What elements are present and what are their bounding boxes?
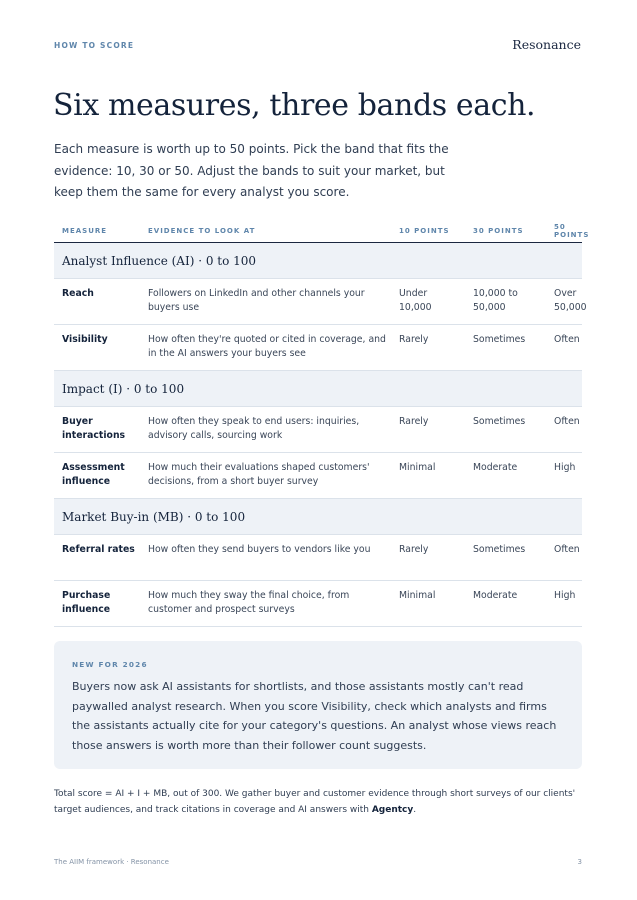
- table-header-row: [54, 219, 582, 243]
- footer-title: The AIIM framework · Resonance: [54, 858, 169, 866]
- footnote-end: .: [413, 805, 417, 815]
- band-50-cell: Often: [546, 407, 582, 453]
- measure-name: Purchase influence: [54, 581, 140, 627]
- band-10-cell: Minimal: [391, 453, 465, 499]
- band-50-cell: Often: [546, 325, 582, 371]
- band-10-cell: Minimal: [391, 581, 465, 627]
- group-row-market-buy-in: [54, 499, 582, 535]
- band-50-cell: Often: [546, 535, 582, 581]
- intro-paragraph: Each measure is worth up to 50 points. Pick the band that fits the evidence: 10, 30 or 50. Adjust the bands to suit your market, but keep them the same for every analyst you score.: [54, 142, 449, 199]
- callout-body: Buyers now ask AI assistants for shortlists, and those assistants mostly can't read paywalled analyst research. When you score Visibility, check which analysts and firms the assistants actually cite for your category's questions. An analyst whose views reach those answers is worth more than their follower count suggests.: [72, 680, 557, 752]
- scoring-table: [54, 219, 590, 627]
- band-30-cell: Moderate: [465, 453, 546, 499]
- score-footnote: [54, 786, 582, 818]
- page-number: 3: [577, 858, 582, 866]
- group-row-analyst-influence: [54, 243, 582, 279]
- measure-name: Referral rates: [54, 535, 140, 581]
- band-10-cell: Rarely: [391, 407, 465, 453]
- evidence-cell: How much they sway the final choice, from customer and prospect surveys: [140, 581, 391, 627]
- agentcy-name: Agentcy: [371, 805, 414, 815]
- group-title: Market Buy-in (MB) · 0 to 100: [54, 499, 582, 535]
- header-50-points: 50 POINTS: [546, 219, 582, 243]
- group-title: Impact (I) · 0 to 100: [54, 371, 582, 407]
- table-row: [54, 535, 582, 581]
- table-row: [54, 279, 582, 325]
- new-for-2026-callout: [54, 641, 582, 769]
- measure-name: Assessment influence: [54, 453, 140, 499]
- header-30-points: 30 POINTS: [465, 219, 546, 243]
- group-title: Analyst Influence (AI) · 0 to 100: [54, 243, 582, 279]
- band-30-cell: Sometimes: [465, 535, 546, 581]
- footnote-text: Total score = AI + I + MB, out of 300. We gather buyer and customer evidence through short surveys of our clients' target audiences, and track citations in coverage and AI answers with: [54, 789, 576, 815]
- band-30-cell: Sometimes: [465, 325, 546, 371]
- table-row: [54, 581, 582, 627]
- band-10-cell: Rarely: [391, 325, 465, 371]
- evidence-cell: Followers on LinkedIn and other channels your buyers use: [140, 279, 391, 325]
- band-30-cell: Moderate: [465, 581, 546, 627]
- band-50-cell: High: [546, 581, 582, 627]
- evidence-cell: How much their evaluations shaped customers' decisions, from a short buyer survey: [140, 453, 391, 499]
- callout-kicker: NEW FOR 2026: [72, 660, 148, 669]
- header-evidence: EVIDENCE TO LOOK AT: [140, 219, 391, 243]
- band-30-cell: Sometimes: [465, 407, 546, 453]
- band-30-cell: 10,000 to 50,000: [465, 279, 546, 325]
- group-row-impact: [54, 371, 582, 407]
- evidence-cell: How often they speak to end users: inquiries, advisory calls, sourcing work: [140, 407, 391, 453]
- header-10-points: 10 POINTS: [391, 219, 465, 243]
- section-kicker: HOW TO SCORE: [54, 41, 135, 50]
- band-10-cell: Under 10,000: [391, 279, 465, 325]
- table-row: [54, 407, 582, 453]
- measure-name: Reach: [54, 279, 140, 325]
- band-50-cell: Over 50,000: [546, 279, 582, 325]
- evidence-cell: How often they send buyers to vendors like you: [140, 535, 391, 581]
- table-row: [54, 325, 582, 371]
- table-row: [54, 453, 582, 499]
- band-10-cell: Rarely: [391, 535, 465, 581]
- band-50-cell: High: [546, 453, 582, 499]
- page-title: Six measures, three bands each.: [53, 88, 536, 123]
- header-measure: MEASURE: [54, 219, 140, 243]
- measure-name: Visibility: [54, 325, 140, 371]
- evidence-cell: How often they're quoted or cited in coverage, and in the AI answers your buyers see: [140, 325, 391, 371]
- brand-name: Resonance: [512, 37, 581, 52]
- measure-name: Buyer interactions: [54, 407, 140, 453]
